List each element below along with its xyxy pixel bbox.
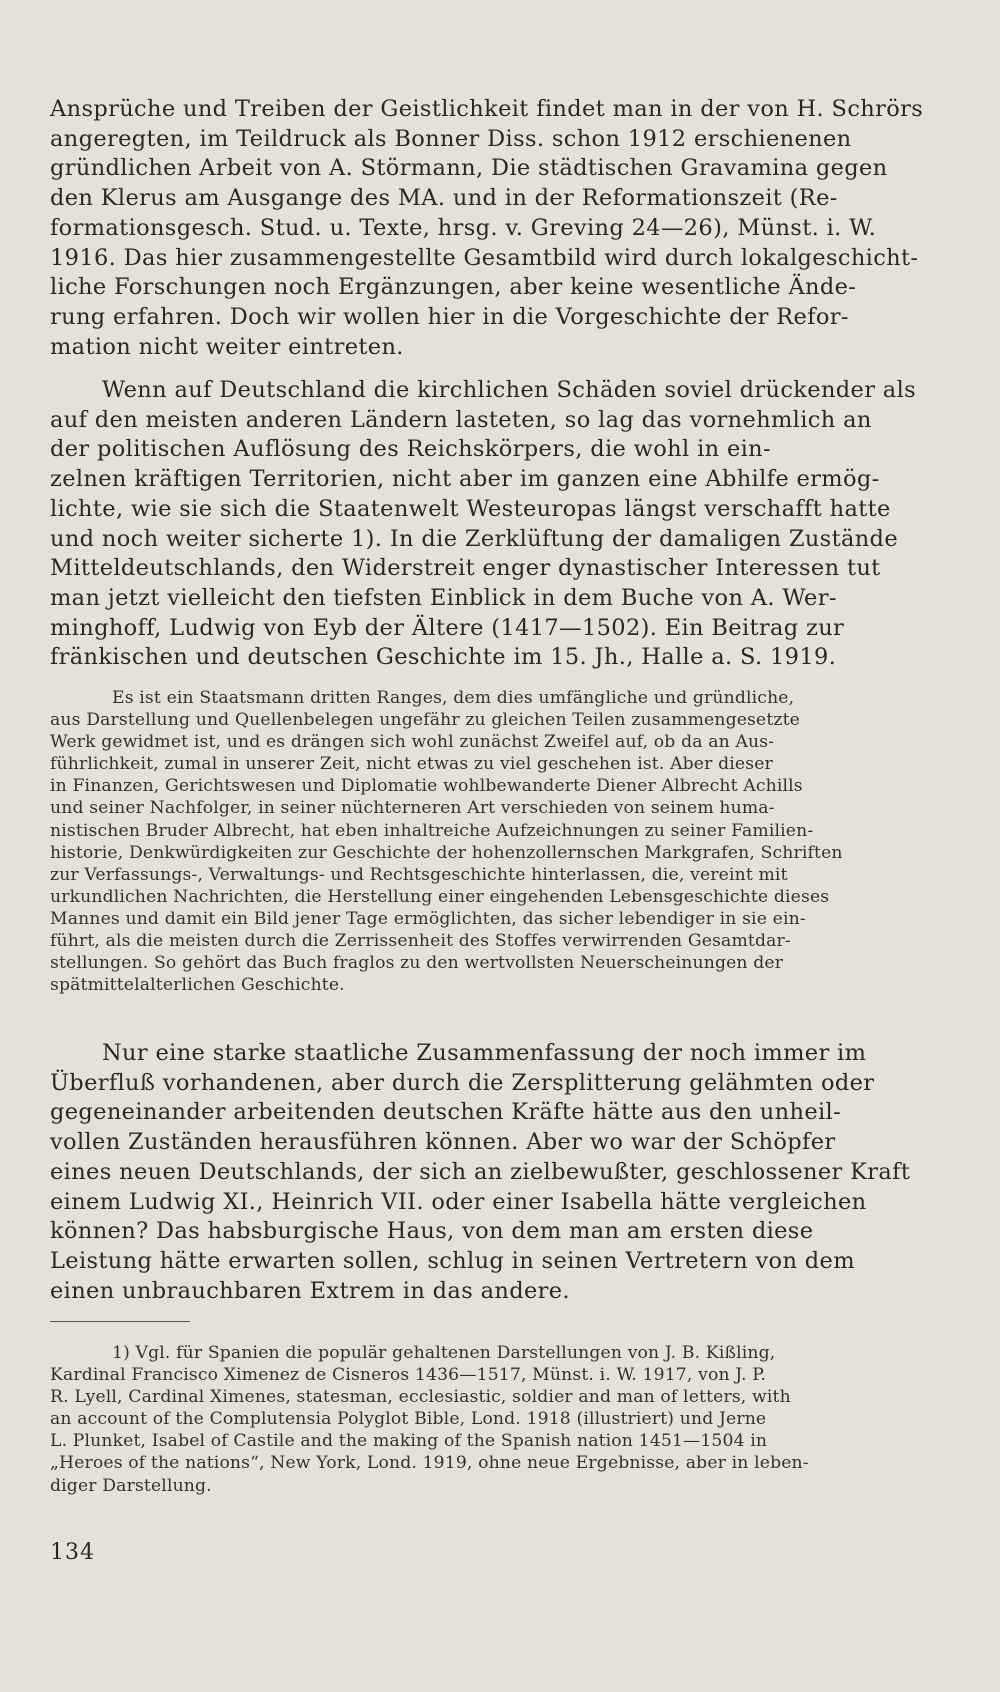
text-line: Werk gewidmet ist, und es drängen sich wohl zunächst Zweifel auf, ob da an Aus- bbox=[50, 732, 775, 753]
text-line: L. Plunket, Isabel of Castile and the making of the Spanish nation 1451—1504 in bbox=[50, 1431, 768, 1452]
text-line: der politischen Auflösung des Reichskörpers, die wohl in ein- bbox=[50, 436, 771, 463]
text-line: Leistung hätte erwarten sollen, schlug in seinen Vertretern von dem bbox=[50, 1247, 855, 1274]
text-line: vollen Zuständen herausführen können. Aber wo war der Schöpfer bbox=[50, 1129, 836, 1156]
review-paragraph bbox=[50, 687, 964, 996]
text-line: können? Das habsburgische Haus, von dem man am ersten diese bbox=[50, 1218, 814, 1245]
text-line: auf den meisten anderen Ländern lasteten, so lag das vornehmlich an bbox=[50, 406, 872, 433]
text-line: angeregten, im Teildruck als Bonner Diss. schon 1912 erschienenen bbox=[50, 125, 852, 152]
text-line: fränkischen und deutschen Geschichte im 15. Jh., Halle a. S. 1919. bbox=[50, 644, 837, 671]
text-line: gründlichen Arbeit von A. Störmann, Die städtischen Gravamina gegen bbox=[50, 155, 888, 182]
text-line: eines neuen Deutschlands, der sich an zielbewußter, geschlossener Kraft bbox=[50, 1158, 911, 1185]
text-line: Kardinal Francisco Ximenez de Cisneros 1436—1517, Münst. i. W. 1917, von J. P. bbox=[50, 1365, 767, 1386]
text-line: Überfluß vorhandenen, aber durch die Zersplitterung gelähmten oder bbox=[50, 1069, 875, 1096]
text-line: Mannes und damit ein Bild jener Tage ermöglichten, das sicher lebendiger in sie ein- bbox=[50, 908, 806, 929]
footnote bbox=[50, 1342, 964, 1497]
text-line: in Finanzen, Gerichtswesen und Diplomatie wohlbewanderte Diener Albrecht Achills bbox=[50, 776, 803, 797]
text-line: und seiner Nachfolger, in seiner nüchterneren Art verschieden von seinem huma- bbox=[50, 798, 775, 819]
text-line: urkundlichen Nachrichten, die Herstellung einer eingehenden Lebensgeschichte dieses bbox=[50, 886, 830, 907]
paragraph-body bbox=[50, 376, 964, 673]
text-line: Wenn auf Deutschland die kirchlichen Schäden soviel drückender als bbox=[102, 377, 917, 403]
text-line: Ansprüche und Treiben der Geistlichkeit findet man in der von H. Schrörs bbox=[50, 96, 924, 122]
text-line: liche Forschungen noch Ergänzungen, aber keine wesentliche Ände- bbox=[50, 274, 857, 301]
paragraph-continuation bbox=[50, 95, 964, 362]
text-line: stellungen. So gehört das Buch fraglos zu den wertvollsten Neuerscheinungen der bbox=[50, 953, 784, 974]
text-line: lichte, wie sie sich die Staatenwelt Westeuropas längst verschafft hatte bbox=[50, 495, 891, 522]
text-line: 1) Vgl. für Spanien die populär gehaltenen Darstellungen von J. B. Kißling, bbox=[112, 1343, 776, 1363]
text-line: spätmittelalterlichen Geschichte. bbox=[50, 975, 345, 996]
text-line: man jetzt vielleicht den tiefsten Einblick in dem Buche von A. Wer- bbox=[50, 584, 837, 611]
text-line: Es ist ein Staatsmann dritten Ranges, dem dies umfängliche und gründliche, bbox=[112, 688, 795, 708]
text-line: minghoff, Ludwig von Eyb der Ältere (1417—1502). Ein Beitrag zur bbox=[50, 614, 845, 641]
text-line: diger Darstellung. bbox=[50, 1475, 212, 1496]
text-line: führlichkeit, zumal in unserer Zeit, nicht etwas zu viel geschehen ist. Aber dieser bbox=[50, 754, 773, 775]
text-line: führt, als die meisten durch die Zerrissenheit des Stoffes verwirrenden Gesamtdar- bbox=[50, 931, 791, 952]
text-line: den Klerus am Ausgange des MA. und in der Reformationszeit (Re- bbox=[50, 185, 838, 212]
text-line: rung erfahren. Doch wir wollen hier in die Vorgeschichte der Refor- bbox=[50, 303, 849, 330]
text-line: zelnen kräftigen Territorien, nicht aber im ganzen eine Abhilfe ermög- bbox=[50, 466, 880, 493]
text-line: formationsgesch. Stud. u. Texte, hrsg. v. Greving 24—26), Münst. i. W. bbox=[50, 214, 877, 241]
text-line: und noch weiter sicherte 1). In die Zerklüftung der damaligen Zustände bbox=[50, 525, 898, 552]
footnote-divider bbox=[50, 1321, 190, 1322]
text-line: Nur eine starke staatliche Zusammenfassung der noch immer im bbox=[102, 1040, 867, 1066]
text-line: aus Darstellung und Quellenbelegen ungefähr zu gleichen Teilen zusammengesetzte bbox=[50, 710, 800, 731]
text-line: einem Ludwig XI., Heinrich VII. oder einer Isabella hätte vergleichen bbox=[50, 1188, 867, 1215]
text-line: mation nicht weiter eintreten. bbox=[50, 333, 404, 360]
page-number: 134 bbox=[50, 1540, 95, 1565]
text-line: „Heroes of the nations“, New York, Lond. 1919, ohne neue Ergebnisse, aber in leben- bbox=[50, 1453, 809, 1474]
text-line: 1916. Das hier zusammengestellte Gesamtbild wird durch lokalgeschicht- bbox=[50, 244, 919, 271]
text-line: einen unbrauchbaren Extrem in das andere. bbox=[50, 1277, 570, 1304]
text-line: an account of the Complutensia Polyglot Bible, Lond. 1918 (illustriert) und Jerne bbox=[50, 1409, 767, 1430]
paragraph-body bbox=[50, 1039, 964, 1306]
text-line: gegeneinander arbeitenden deutschen Kräfte hätte aus den unheil- bbox=[50, 1099, 842, 1126]
text-line: historie, Denkwürdigkeiten zur Geschichte der hohenzollernschen Markgrafen, Schriften bbox=[50, 842, 843, 863]
text-line: R. Lyell, Cardinal Ximenes, statesman, ecclesiastic, soldier and man of letters, with bbox=[50, 1387, 791, 1408]
text-line: zur Verfassungs-, Verwaltungs- und Rechtsgeschichte hinterlassen, die, vereint mit bbox=[50, 864, 788, 885]
text-line: Mitteldeutschlands, den Widerstreit enger dynastischer Interessen tut bbox=[50, 555, 881, 582]
text-line: nistischen Bruder Albrecht, hat eben inhaltreiche Aufzeichnungen zu seiner Familien- bbox=[50, 820, 814, 841]
